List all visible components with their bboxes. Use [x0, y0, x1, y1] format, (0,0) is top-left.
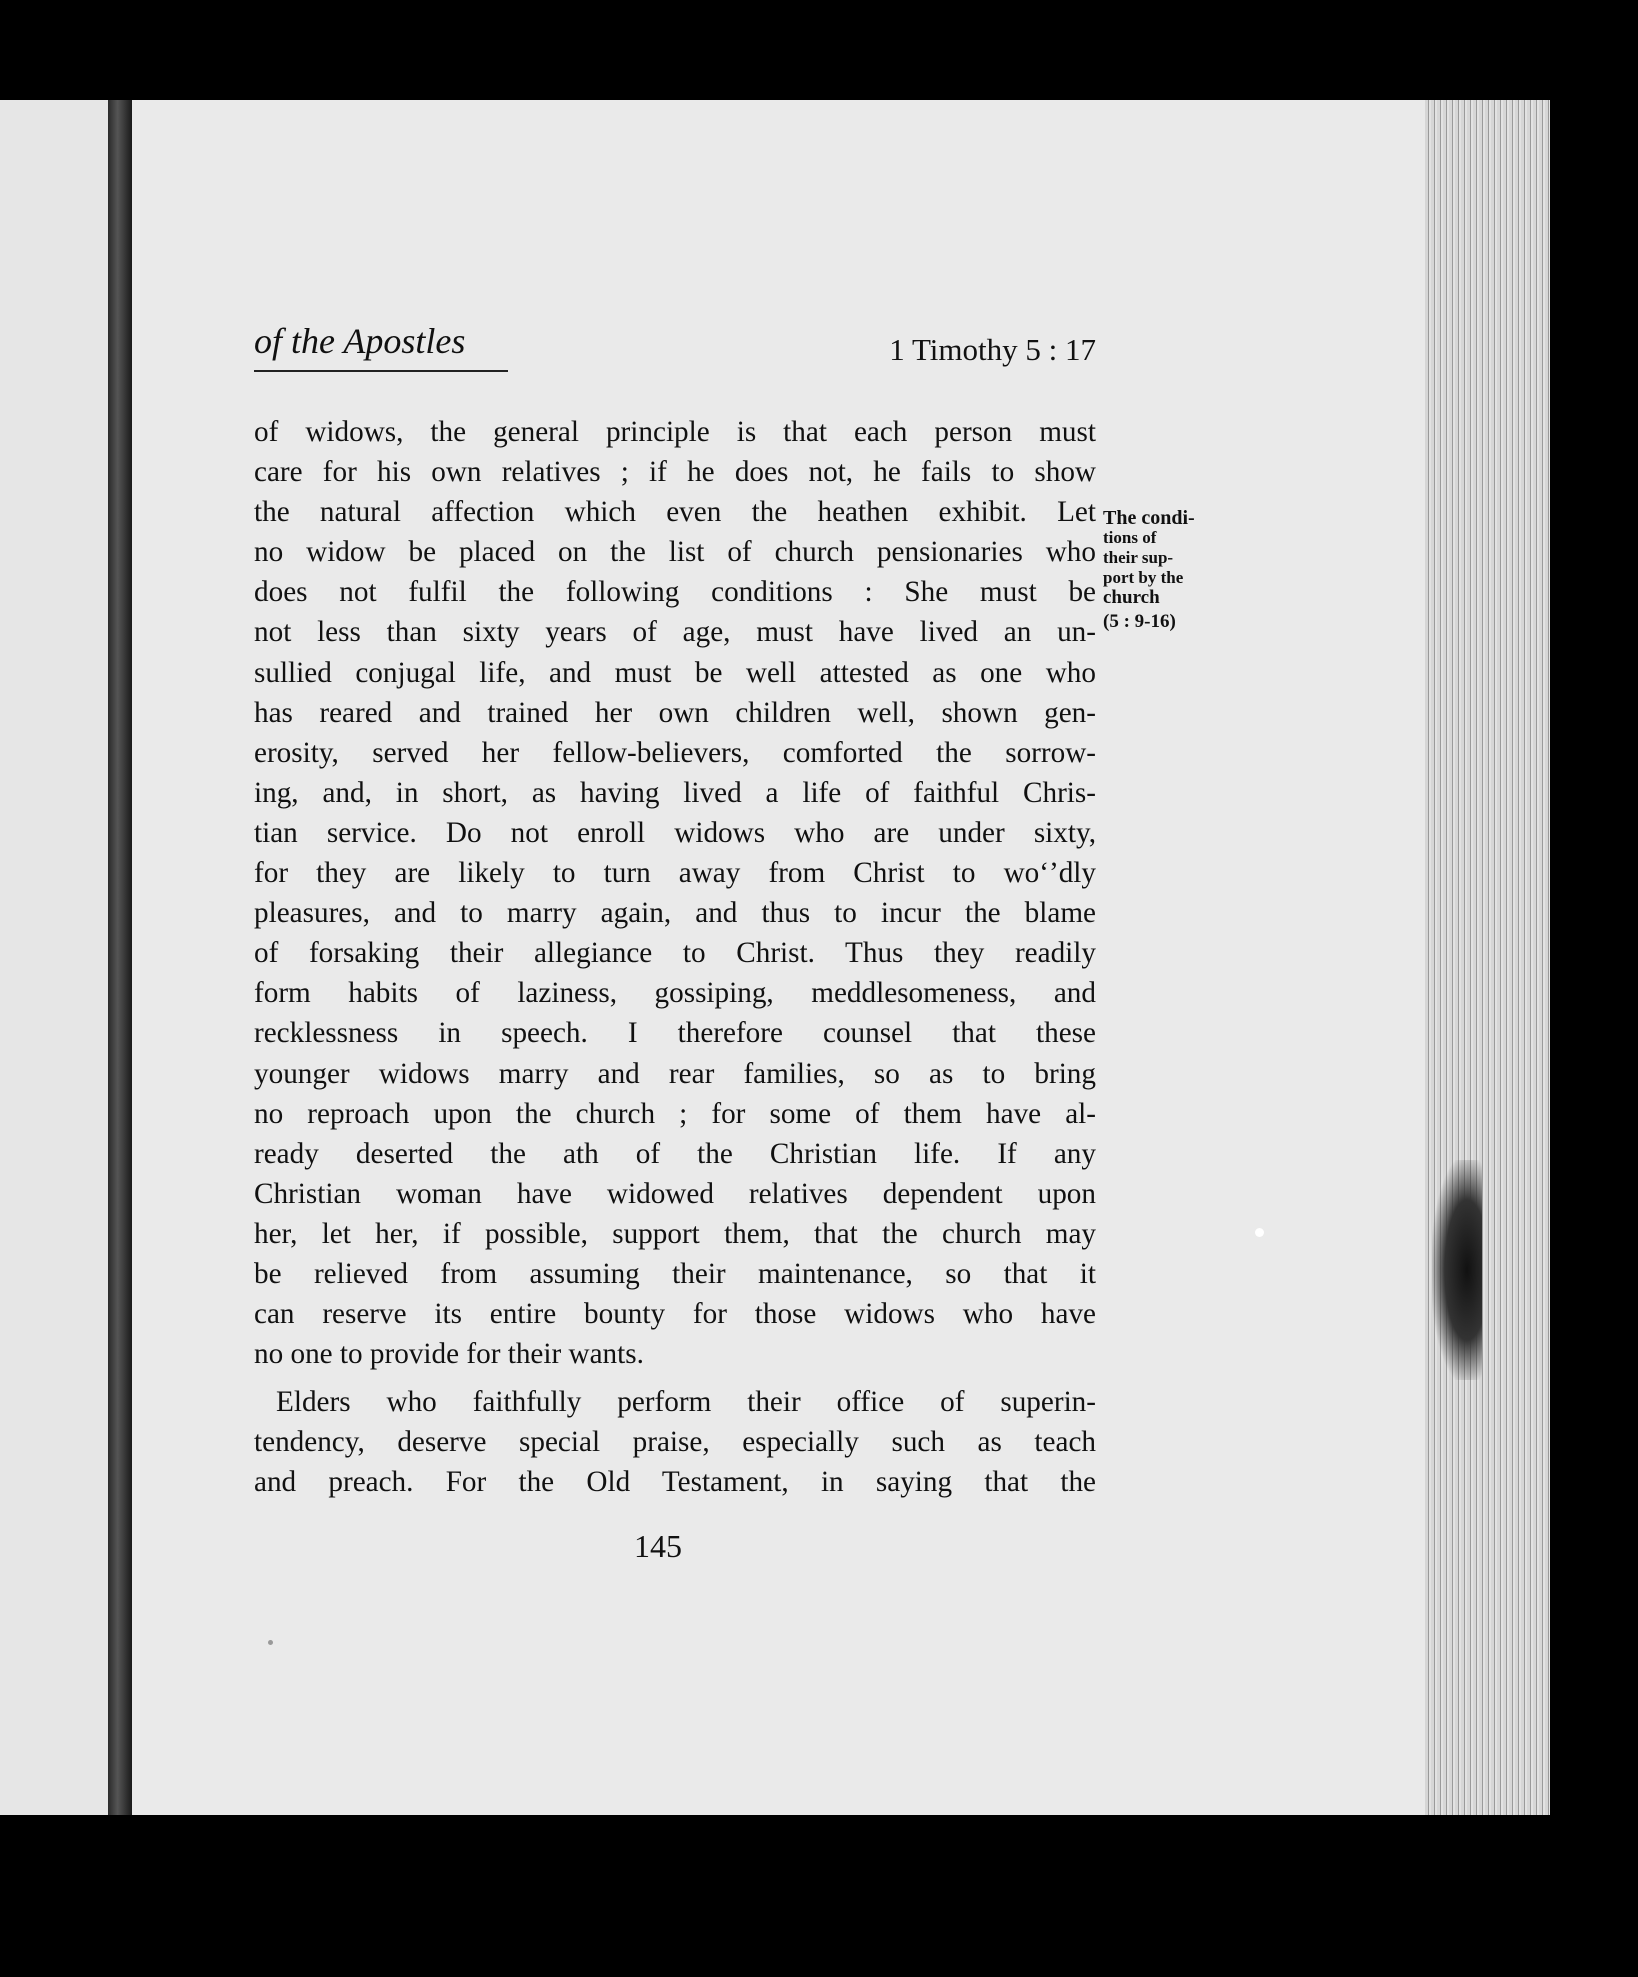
text-line: recklessness in speech. I therefore counsel that these — [254, 1017, 1096, 1050]
margin-note-line: tions of — [1103, 528, 1157, 547]
text-line: ing, and, in short, as having lived a life of faithful Chris- — [254, 776, 1096, 809]
text-line: and preach. For the Old Testament, in saying that the — [254, 1466, 1096, 1499]
text-line: form habits of laziness, gossiping, meddlesomeness, and — [254, 977, 1096, 1010]
text-line: the natural affection which even the heathen exhibit. Let — [254, 496, 1096, 529]
book-gutter — [108, 100, 132, 1815]
text-line: no widow be placed on the list of church pensionaries who — [254, 536, 1096, 569]
text-line: does not fulfil the following conditions : She must be — [254, 576, 1096, 609]
running-head-title: of the Apostles — [254, 320, 508, 372]
body-text — [254, 412, 1096, 1503]
text-line: for they are likely to turn away from Christ to wo‘’dly — [254, 857, 1096, 890]
text-line: tian service. Do not enroll widows who are under sixty, — [254, 816, 1096, 849]
text-line: of forsaking their allegiance to Christ. Thus they readily — [254, 937, 1096, 970]
scan-speck — [268, 1640, 273, 1645]
adjacent-left-page — [0, 100, 110, 1815]
text-line: has reared and trained her own children well, shown gen- — [254, 696, 1096, 729]
margin-note-line: their sup- — [1103, 548, 1174, 567]
margin-note-line: (5 : 9-16) — [1103, 611, 1176, 632]
text-line: be relieved from assuming their maintenance, so that it — [254, 1257, 1096, 1290]
text-line: tendency, deserve special praise, especially such as teach — [254, 1426, 1096, 1459]
text-line: pleasures, and to marry again, and thus to incur the blame — [254, 897, 1096, 930]
running-head — [254, 320, 1096, 380]
margin-note — [1103, 508, 1228, 632]
text-line: of widows, the general principle is that each person must — [254, 416, 1096, 448]
page-edges — [1425, 100, 1550, 1815]
page-edge-shadow — [1432, 1160, 1482, 1380]
text-line: can reserve its entire bounty for those widows who have — [254, 1298, 1096, 1331]
text-line: younger widows marry and rear families, so as to bring — [254, 1057, 1096, 1090]
text-line: ready deserted the ath of the Christian life. If any — [254, 1137, 1096, 1170]
text-line: not less than sixty years of age, must have lived an un- — [254, 616, 1096, 649]
text-line: her, let her, if possible, support them, that the church may — [254, 1217, 1096, 1250]
running-head-reference: 1 Timothy 5 : 17 — [889, 332, 1096, 367]
text-line: care for his own relatives ; if he does not, he fails to show — [254, 456, 1096, 489]
text-line: no one to provide for their wants. — [254, 1338, 644, 1371]
text-line: sullied conjugal life, and must be well attested as one who — [254, 656, 1096, 689]
text-line: no reproach upon the church ; for some of them have al- — [254, 1097, 1096, 1130]
text-line: erosity, served her fellow-believers, comforted the sorrow- — [254, 736, 1096, 769]
scan-speck — [1255, 1228, 1264, 1237]
margin-note-line: port by the — [1103, 568, 1184, 587]
text-line: Christian woman have widowed relatives dependent upon — [254, 1177, 1096, 1210]
margin-note-line: church — [1103, 587, 1160, 608]
margin-note-line: The condi- — [1103, 507, 1195, 529]
text-line: Elders who faithfully perform their office of superin- — [276, 1386, 1096, 1419]
page-number: 145 — [634, 1528, 682, 1564]
